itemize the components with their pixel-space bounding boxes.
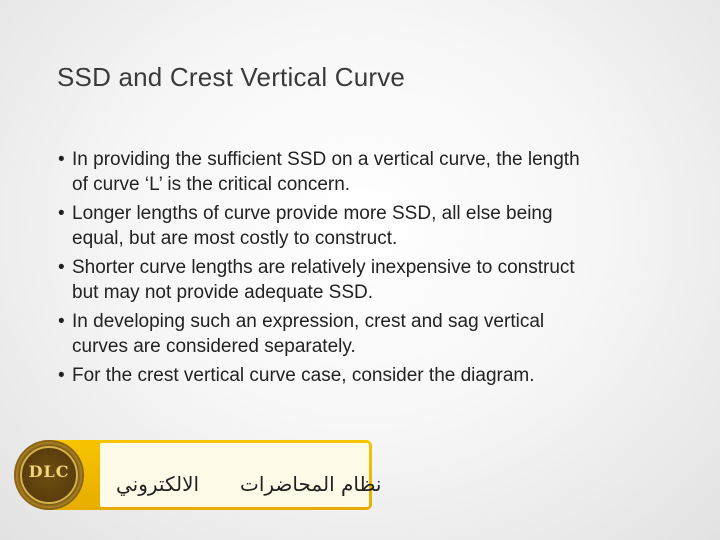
bullet-list [58,147,678,392]
bullet-icon: • [58,203,65,224]
bullet-icon: • [58,311,65,332]
bullet-text-line1: Longer lengths of curve provide more SSD, all else being [72,203,553,224]
list-item [58,147,678,197]
footer-arabic-text-right: نظام المحاضرات [240,472,382,496]
bullet-text-line2: curves are considered separately. [72,336,356,357]
bullet-text-line2: but may not provide adequate SSD. [72,282,374,303]
list-item [58,201,678,251]
bullet-text-line1: In providing the sufficient SSD on a vertical curve, the length [72,149,580,170]
bullet-text-line2: equal, but are most costly to construct. [72,228,398,249]
bullet-text-line1: In developing such an expression, crest and sag vertical [72,311,545,332]
bullet-text-line2: of curve ‘L’ is the critical concern. [72,174,351,195]
institution-logo [14,440,84,510]
list-item [58,309,678,359]
footer-arabic-text-left: الالكتروني [116,472,200,496]
bullet-text-line1: For the crest vertical curve case, consider the diagram. [72,365,535,386]
bullet-icon: • [58,149,65,170]
bullet-text-line1: Shorter curve lengths are relatively inexpensive to construct [72,257,575,278]
bullet-icon: • [58,257,65,278]
logo-text: DLC [28,462,70,481]
list-item [58,363,678,388]
bullet-icon: • [58,365,65,386]
list-item [58,255,678,305]
slide-title: SSD and Crest Vertical Curve [57,62,406,92]
